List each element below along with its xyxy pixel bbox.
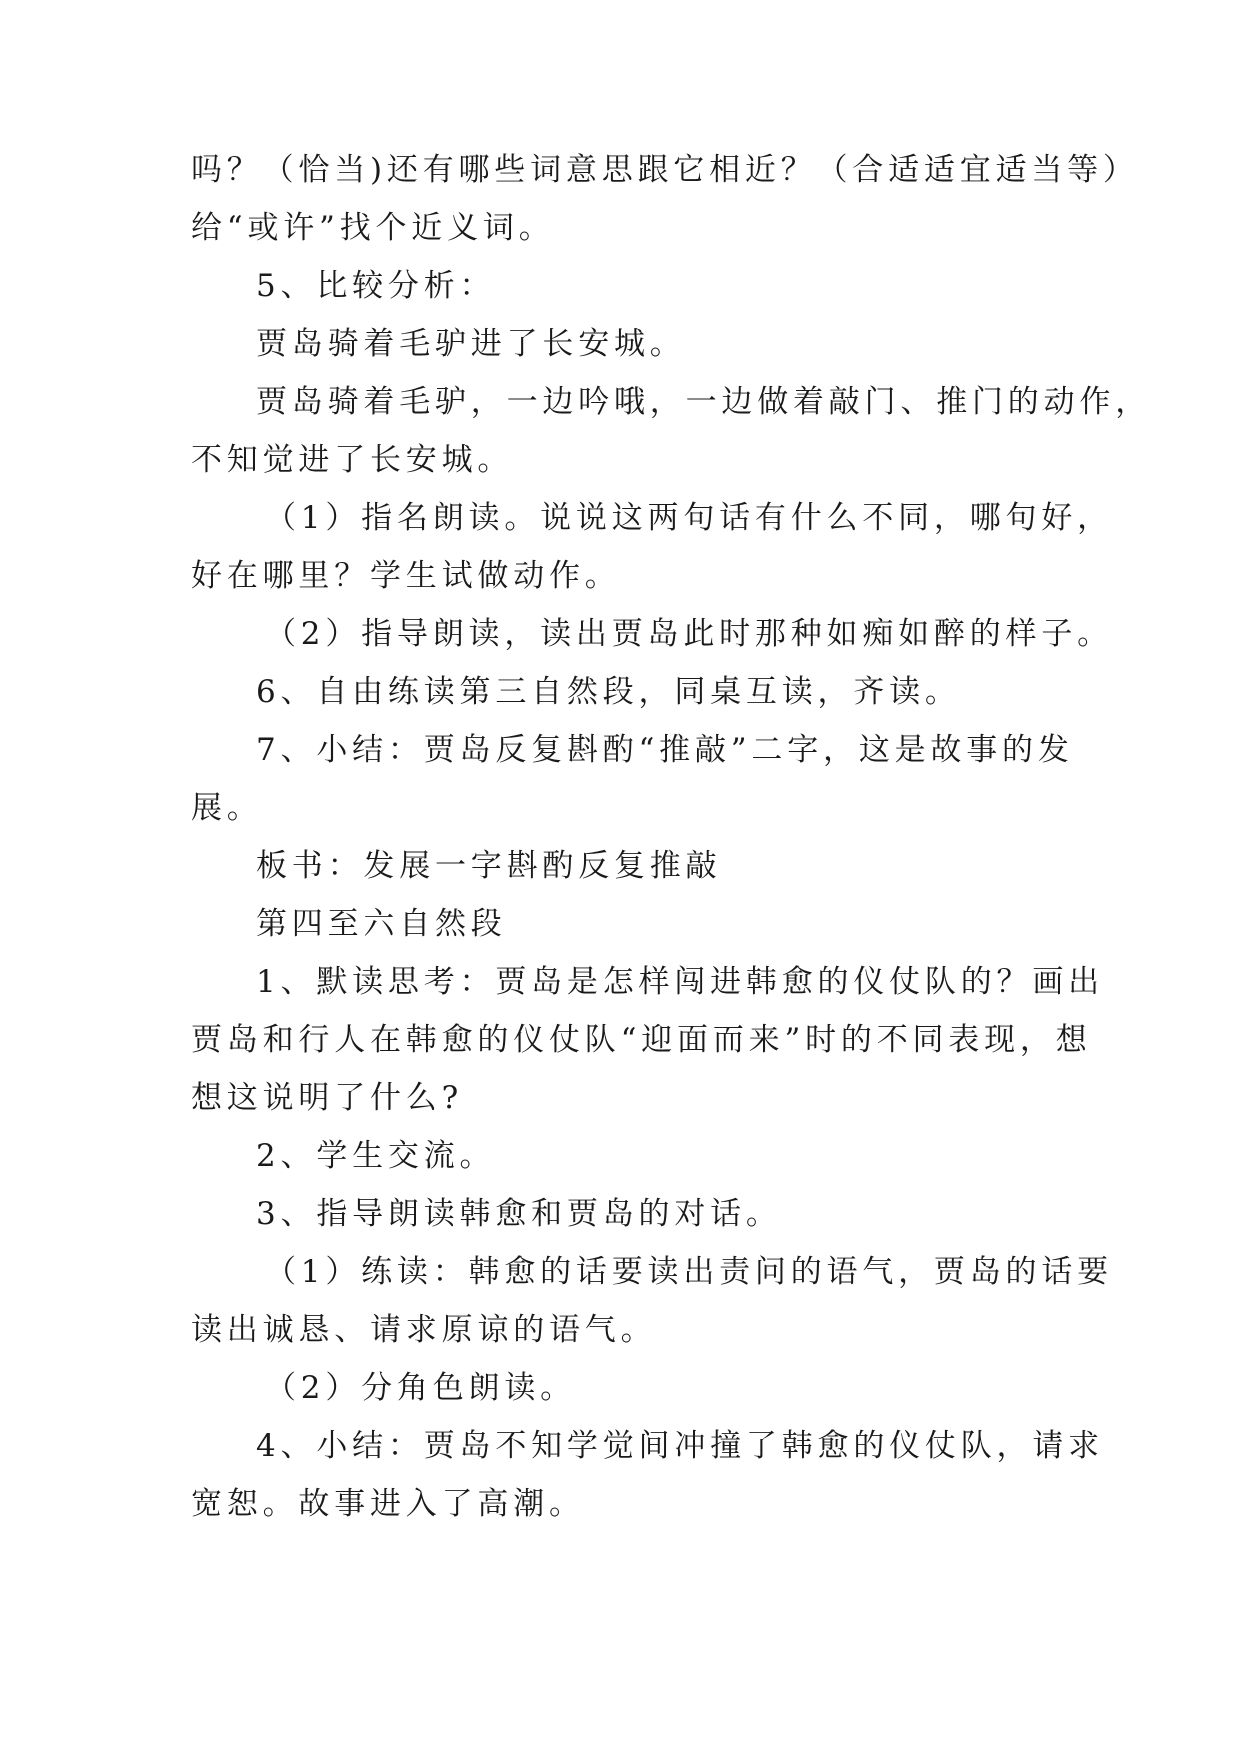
text-line: 宽恕。故事进入了高潮。 [191,1486,585,1522]
text-line: 展。 [191,790,263,826]
text-line: 不知觉进了长安城。 [191,442,514,478]
text-line: 板书：发展一字斟酌反复推敲 [256,848,722,884]
text-line: 2、学生交流。 [256,1138,496,1174]
text-line: 想这说明了什么? [191,1080,464,1116]
text-line: 读出诚恳、请求原谅的语气。 [191,1312,657,1348]
text-line: （1）指名朗读。说说这两句话有什么不同，哪句好， [265,500,1113,536]
text-line: （1）练读：韩愈的话要读出责问的语气，贾岛的话要 [265,1254,1113,1290]
text-line: 1、默读思考：贾岛是怎样闯进韩愈的仪仗队的？画出 [256,964,1104,1000]
text-line: 贾岛和行人在韩愈的仪仗队“迎面而来”时的不同表现，想 [191,1022,1092,1058]
text-line: 好在哪里？学生试做动作。 [191,558,621,594]
text-line: 5、比较分析： [256,268,496,304]
text-line: （2）指导朗读，读出贾岛此时那种如痴如醉的样子。 [265,616,1113,652]
text-line: 7、小结：贾岛反复斟酌“推敲”二字，这是故事的发 [256,732,1074,768]
text-line: 给“或许”找个近义词。 [191,210,555,246]
text-line: 第四至六自然段 [256,906,507,942]
text-line: 3、指导朗读韩愈和贾岛的对话。 [256,1196,782,1232]
text-line: 6、自由练读第三自然段，同桌互读，齐读。 [256,674,961,710]
text-line: 4、小结：贾岛不知学觉间冲撞了韩愈的仪仗队，请求 [256,1428,1104,1464]
text-line: 吗？（恰当)还有哪些词意思跟它相近？（合适适宜适当等） [191,152,1139,188]
text-line: （2）分角色朗读。 [265,1370,576,1406]
text-line: 贾岛骑着毛驴进了长安城。 [256,326,686,362]
text-line: 贾岛骑着毛驴，一边吟哦，一边做着敲门、推门的动作， [256,384,1151,420]
